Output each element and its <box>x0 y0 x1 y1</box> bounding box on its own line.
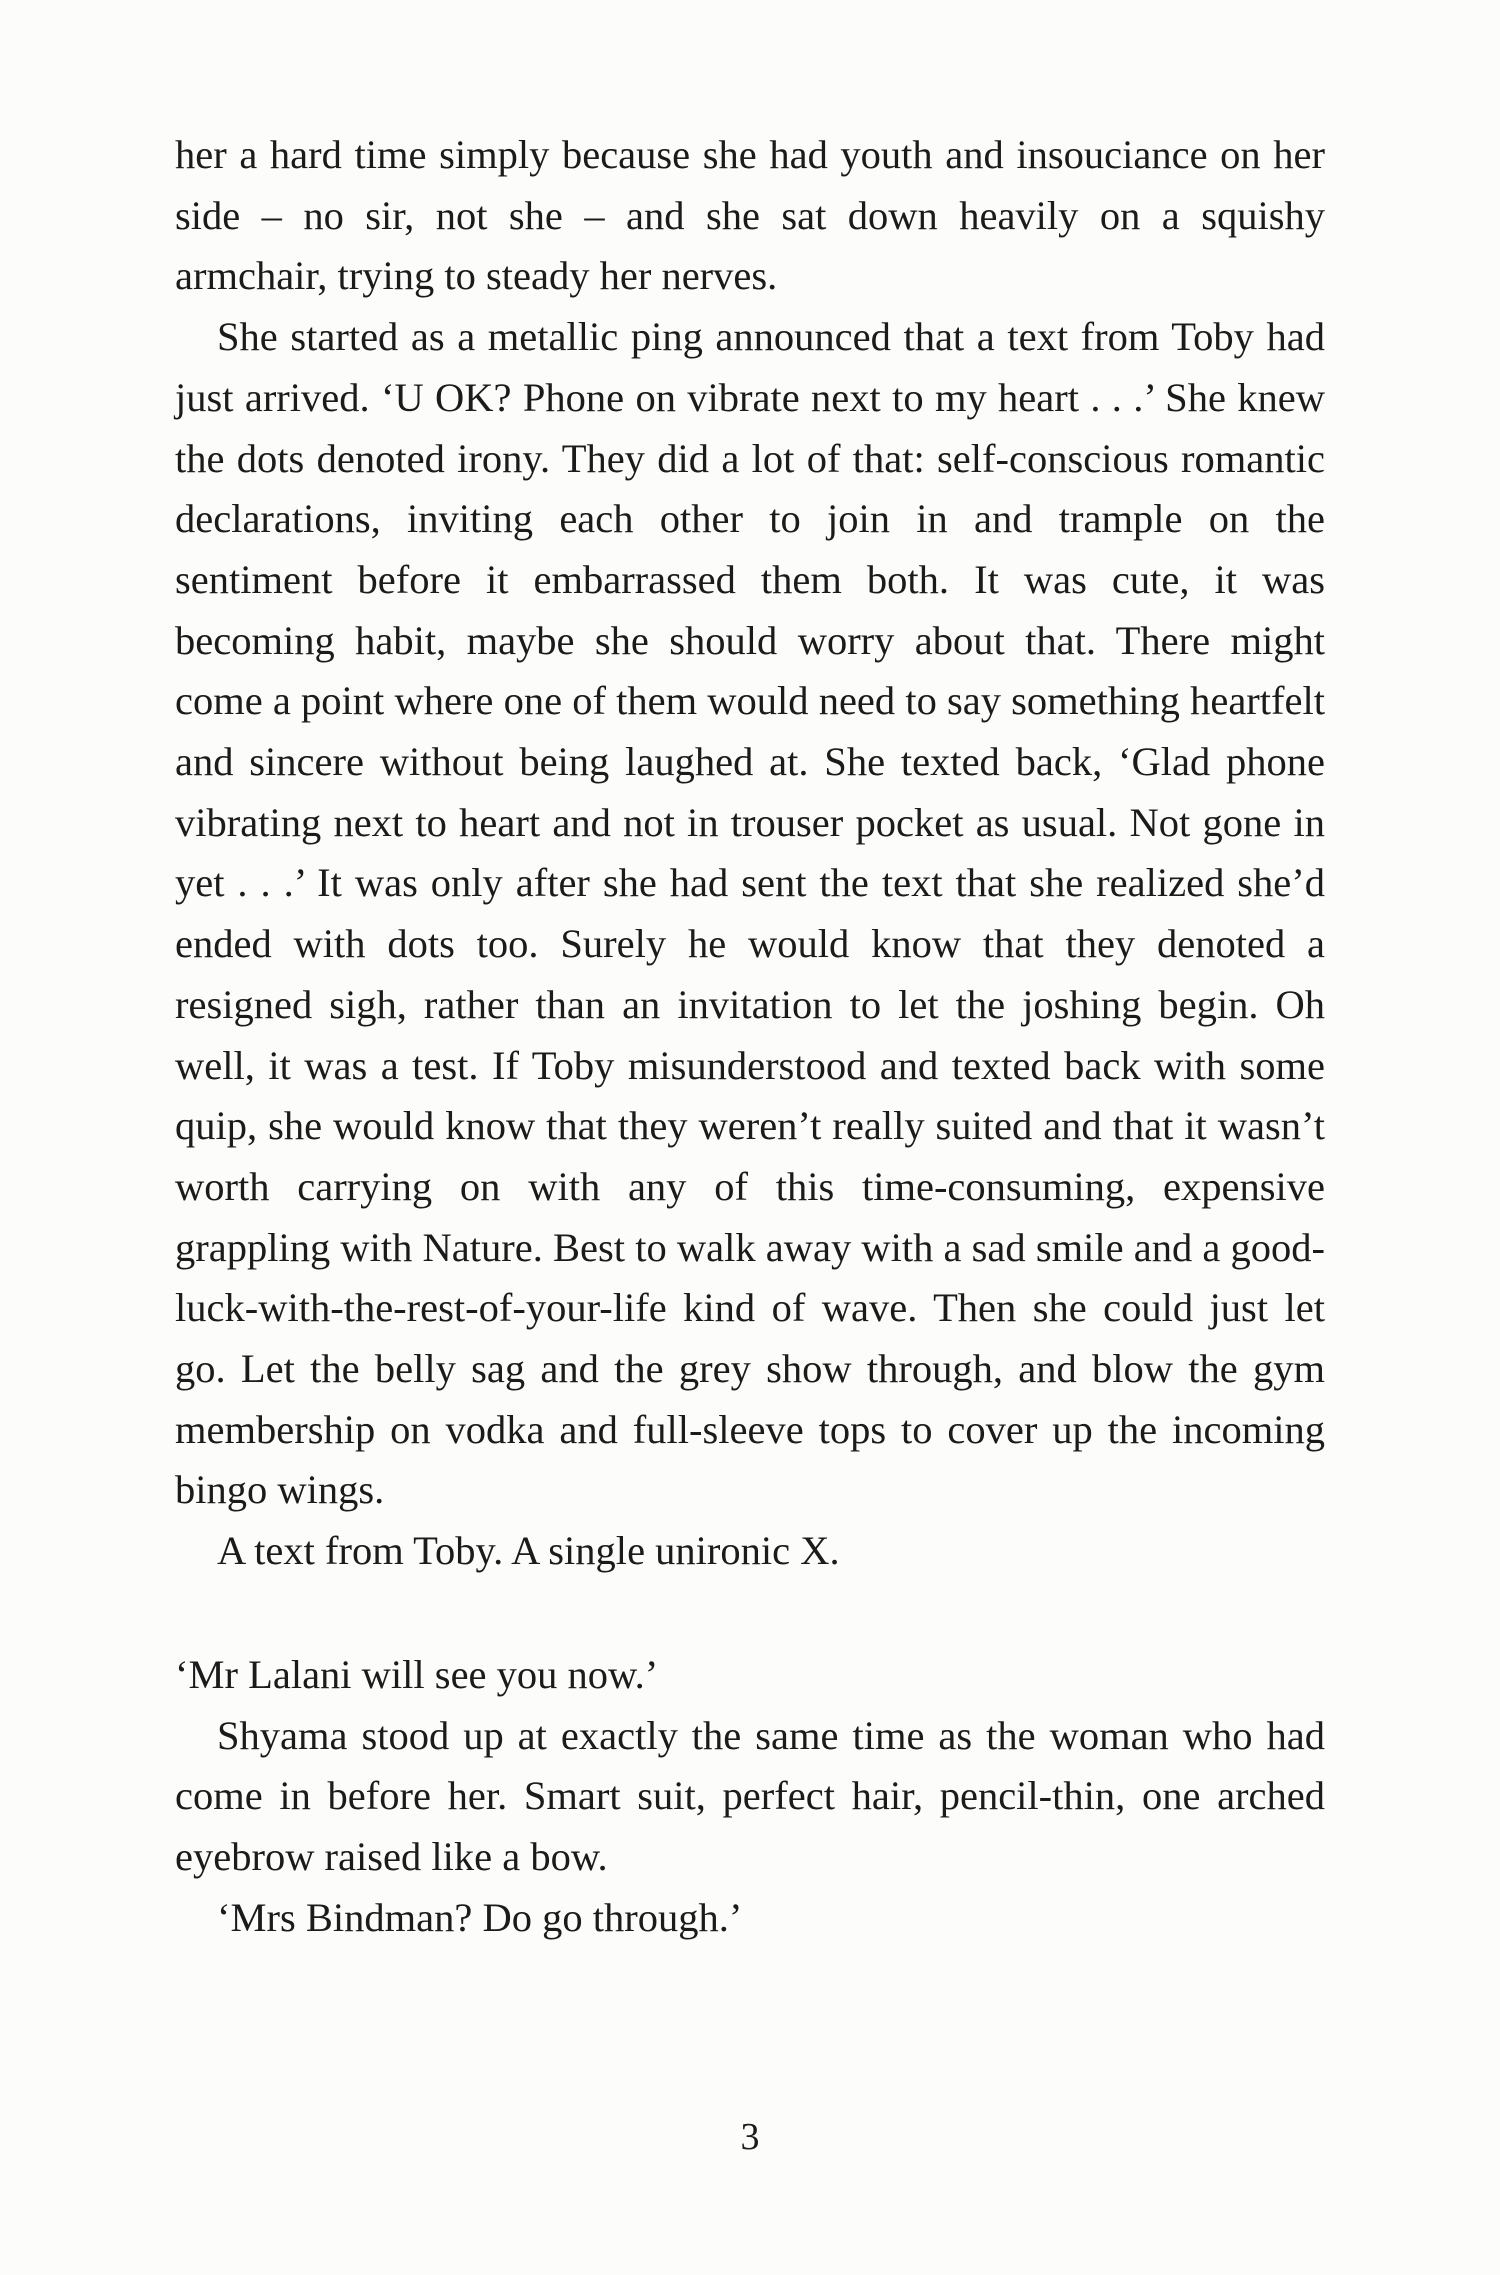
paragraph-continuation: her a hard time simply because she had youth and insouciance on her side – no sir, not she – and she sat down heavily on a squishy armchair, trying to steady her nerves. <box>175 132 1325 299</box>
body-text <box>175 125 1325 1948</box>
paragraph-shyama-stood: Shyama stood up at exactly the same time as the woman who had come in before her. Smart suit, perfect hair, pencil-thin, one arched eyebrow raised like a bow. <box>175 1712 1325 1879</box>
page-number: 3 <box>740 2116 760 2158</box>
scene-break <box>175 1582 1325 1645</box>
paragraph-mrs-bindman: ‘Mrs Bindman? Do go through.’ <box>217 1894 743 1940</box>
paragraph-single-x: A text from Toby. A single unironic X. <box>217 1528 840 1574</box>
paragraph-text-from-toby: She started as a metallic ping announced that a text from Toby had just arrived. ‘U OK? Phone on vibrate next to my heart . . .’ She knew the dots denoted irony. They did a lot of that: self-conscious romantic declarations, inviting each other to join in and trample on the sentiment before it embarrassed them both. It was cute, it was becoming habit, maybe she should worry about that. There might come a point where one of them would need to say something heartfelt and sincere without being laughed at. She texted back, ‘Glad phone vibrating next to heart and not in trouser pocket as usual. Not gone in yet . . .’ It was only after she had sent the text that she realized she’d ended with dots too. Surely he would know that they denoted a resigned sigh, rather than an invitation to let the joshing begin. Oh well, it was a test. If Toby misunderstood and texted back with some quip, she would know that they weren’t really suited and that it wasn’t worth carrying on with any of this time-consuming, expensive grappling with Nature. Best to walk away with a sad smile and a good-luck-with-the-rest-of-your-life kind of wave. Then she could just let go. Let the belly sag and the grey show through, and blow the gym membership on vodka and full-sleeve tops to cover up the incoming bingo wings. <box>175 314 1325 1513</box>
paragraph-mr-lalani: ‘Mr Lalani will see you now.’ <box>175 1651 659 1697</box>
